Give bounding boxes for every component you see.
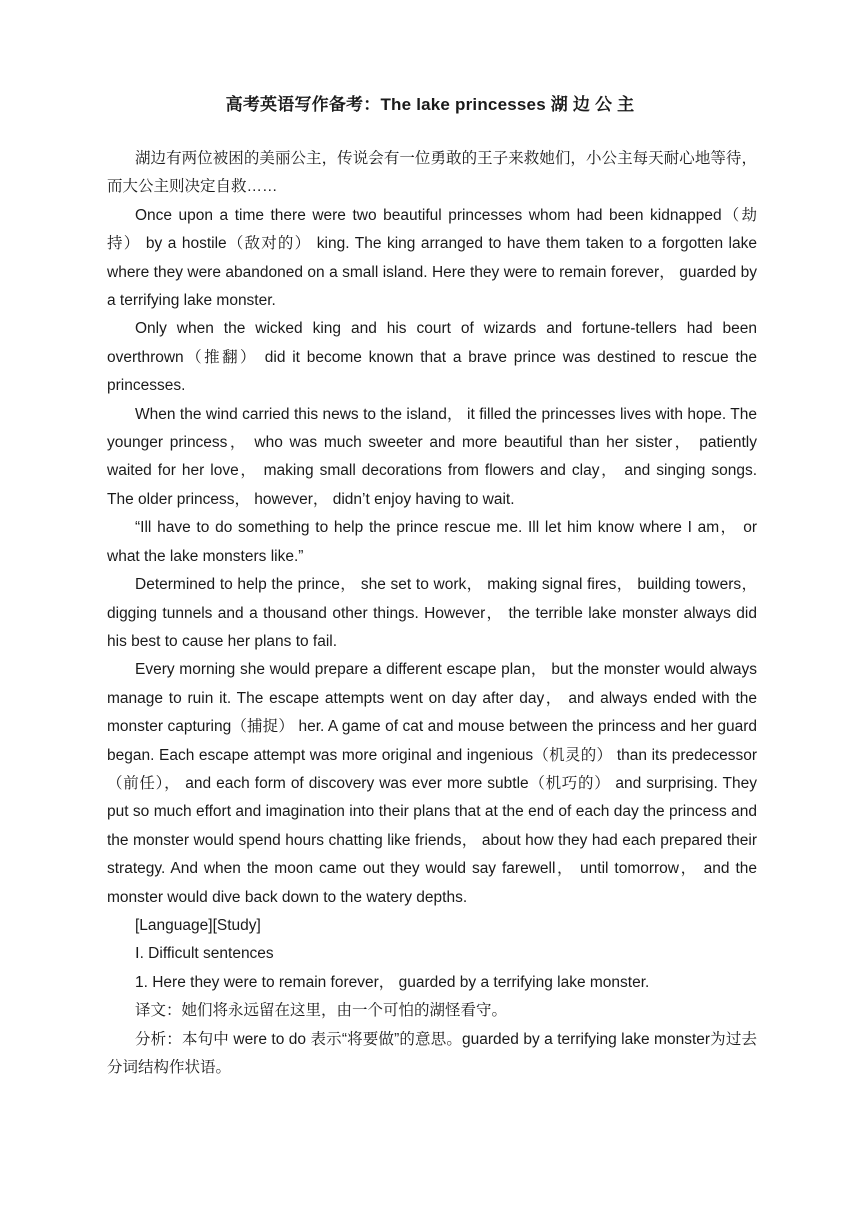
translation: 译文：她们将永远留在这里，由一个可怕的湖怪看守。 [135,1002,508,1020]
document-body [107,145,757,1082]
paragraph-intro-chinese: 湖边有两位被困的美丽公主，传说会有一位勇敢的王子来救她们，小公主每天耐心地等待，而大公主则决定自救…… [107,150,757,196]
paragraph: Once upon a time there were two beautiful princesses whom had been kidnapped（劫持） by a hostile（敌对的） king. The king arranged to have them taken to a forgotten lake where they were abandoned on a small island. Here they were to remain forever， guarded by a terrifying lake monster. [107,206,757,310]
section-heading-difficult-sentences: Ⅰ. Difficult sentences [135,945,274,963]
example-sentence: 1. Here they were to remain forever， guarded by a terrifying lake monster. [135,973,650,991]
paragraph: Determined to help the prince， she set to work， making signal fires， building towers， digging tunnels and a thousand other things. However， the terrible lake monster always did his best to cause her plans to fail. [107,576,757,650]
analysis: 分析：本句中 were to do 表示“将要做”的意思。guarded by a terrifying lake monster为过去分词结构作状语。 [107,1030,757,1076]
document-title: 高考英语写作备考：The lake princesses 湖 边 公 主 [225,95,635,114]
paragraph-quote: “Ill have to do something to help the prince rescue me. Ill let him know where I am， or what the lake monsters like.” [107,519,757,565]
paragraph: Every morning she would prepare a different escape plan， but the monster would always manage to ruin it. The escape attempts went on day after day， and always ended with the monster capturing（捕捉） her. A game of cat and mouse between the princess and her guard began. Each escape attempt was more original and ingenious（机灵的） than its predecessor （前任）， and each form of discovery was ever more subtle（机巧的） and surprising. They put so much effort and imagination into their plans that at the end of each day the princess and the monster would spend hours chatting like friends， about how they had each prepared their strategy. And when the moon came out they would say farewell， until tomorrow， and the monster would dive back down to the watery depths. [107,661,757,906]
paragraph: Only when the wicked king and his court of wizards and fortune-tellers had been overthrown（推翻） did it become known that a brave prince was destined to rescue the princesses. [107,320,757,395]
paragraph: When the wind carried this news to the island， it filled the princesses lives with hope. The younger princess， who was much sweeter and more beautiful than her sister， patiently waited for her love， making small decorations from flowers and clay， and singing songs. The older princess， however， didn’t enjoy having to wait. [107,405,757,508]
section-heading-language-study: [Language][Study] [135,916,261,934]
